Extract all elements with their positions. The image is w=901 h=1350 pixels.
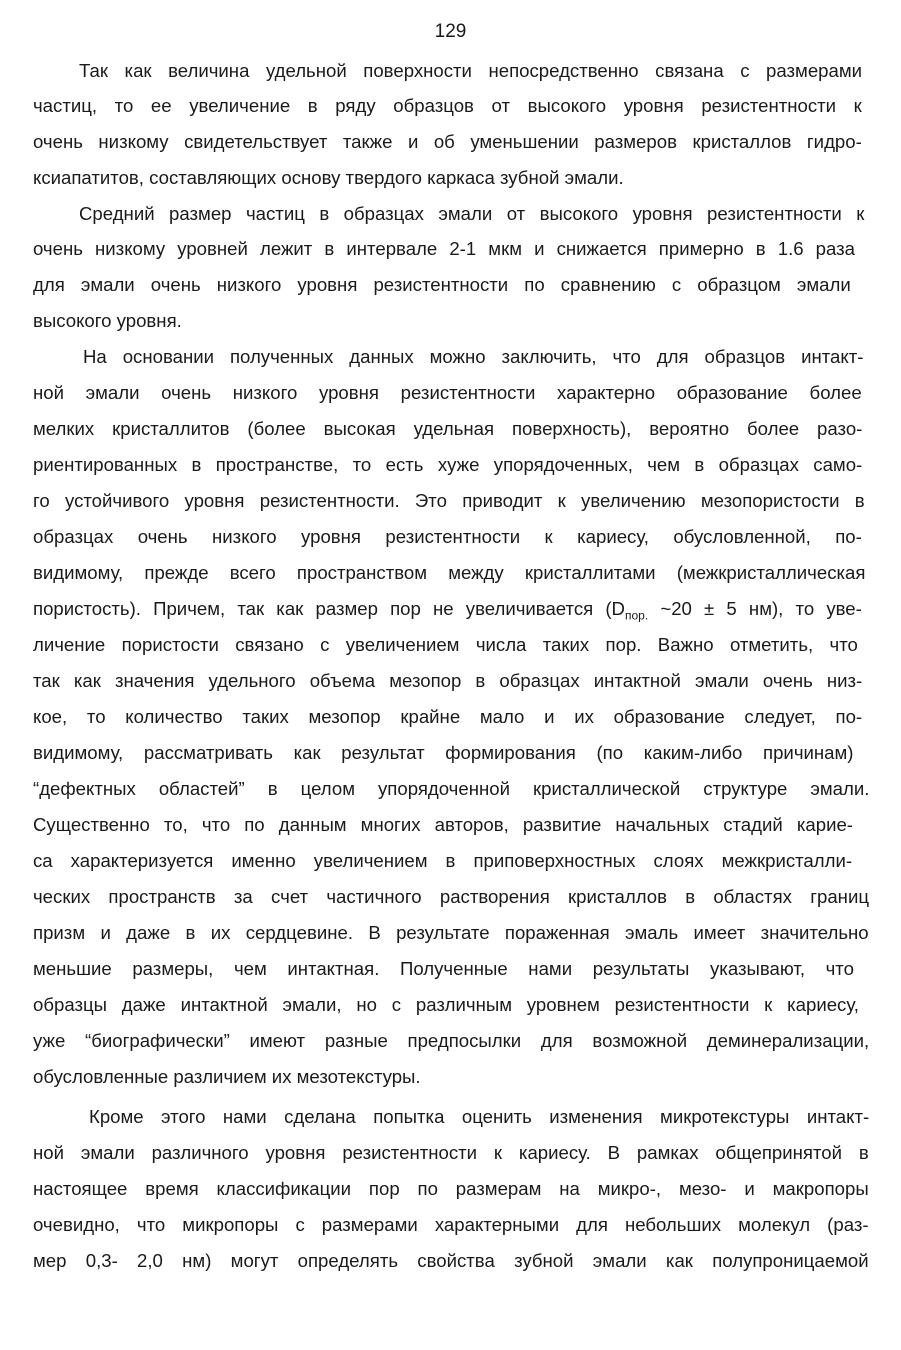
text-line (79, 59, 862, 83)
text-fragment: ~20 ± 5 нм), то уве- (648, 598, 862, 619)
text-content: высокого уровня. (33, 310, 182, 331)
text-line (33, 273, 862, 297)
text-line (33, 633, 869, 657)
text-content: для эмали очень низкого уровня резистентности по сравнению с образцом эмали (33, 274, 851, 295)
text-content: очень низкому уровней лежит в интервале 2-1 мкм и снижается примерно в 1.6 раза (33, 238, 856, 259)
subscript-pores: пор. (625, 608, 649, 623)
text-line (33, 166, 624, 190)
text-content: образцы даже интактной эмали, но с различным уровнем резистентности к кариесу, (33, 994, 859, 1015)
text-content: видимому, рассматривать как результат формирования (по каким-либо причинам) (33, 742, 854, 763)
text-line (33, 453, 862, 477)
text-content: ксиапатитов, составляющих основу твердого каркаса зубной эмали. (33, 167, 624, 188)
text-content: Существенно то, что по данным многих авторов, развитие начальных стадий карие- (33, 814, 853, 835)
text-line (33, 417, 862, 441)
text-line (33, 921, 869, 945)
text-content: Средний размер частиц в образцах эмали от высокого уровня резистентности к (79, 203, 865, 224)
text-content: частиц, то ее увеличение в ряду образцов от высокого уровня резистентности к (33, 95, 862, 116)
text-content: кое, то количество таких мезопор крайне мало и их образование следует, по- (33, 706, 863, 727)
text-content: образцах очень низкого уровня резистентности к кариесу, обусловленной, по- (33, 526, 862, 547)
text-content: ной эмали различного уровня резистентности к кариесу. В рамках общепринятой в (33, 1142, 869, 1163)
text-content: ческих пространств за счет частичного растворения кристаллов в областях границ (33, 886, 869, 907)
text-line (83, 345, 863, 369)
text-line (33, 885, 869, 909)
text-line (33, 381, 862, 405)
text-content: обусловленные различием их мезотекстуры. (33, 1066, 421, 1087)
text-line (33, 94, 862, 118)
text-content: го устойчивого уровня резистентности. Это приводит к увеличению мезопористости в (33, 490, 865, 511)
text-content: Кроме этого нами сделана попытка оценить изменения микротекстуры интакт- (89, 1106, 870, 1127)
text-line (33, 130, 862, 154)
text-content: призм и даже в их сердцевине. В результате пораженная эмаль имеет значительно (33, 922, 869, 943)
text-line (33, 237, 862, 261)
text-content: “дефектных областей” в целом упорядоченной кристаллической структуре эмали. (33, 778, 870, 799)
text-content: очевидно, что микропоры с размерами характерными для небольших молекул (раз- (33, 1214, 869, 1235)
text-content: видимому, прежде всего пространством между кристаллитами (межкристаллическая (33, 562, 866, 583)
text-line (33, 597, 862, 621)
text-content: уже “биографически” имеют разные предпосылки для возможной деминерализации, (33, 1030, 870, 1051)
text-line (33, 1029, 869, 1053)
page-number: 129 (434, 21, 467, 42)
text-content: На основании полученных данных можно заключить, что для образцов интакт- (83, 346, 864, 367)
text-line (33, 1213, 869, 1237)
text-content: мер 0,3- 2,0 нм) могут определять свойства зубной эмали как полупроницаемой (33, 1250, 869, 1271)
text-line (33, 525, 862, 549)
text-content: са характеризуется именно увеличением в приповерхностных слоях межкристалли- (33, 850, 853, 871)
text-line (33, 489, 865, 513)
text-line (33, 777, 869, 801)
text-content: мелких кристаллитов (более высокая удельная поверхность), вероятно более разо- (33, 418, 863, 439)
text-line (33, 741, 869, 765)
text-content: риентированных в пространстве, то есть хуже упорядоченных, чем в образцах само- (33, 454, 863, 475)
text-line (89, 1105, 869, 1129)
text-content: так как значения удельного объема мезопор в образцах интактной эмали очень низ- (33, 670, 863, 691)
text-content: меньшие размеры, чем интактная. Полученные нами результаты указывают, что (33, 958, 854, 979)
text-content: очень низкому свидетельствует также и об уменьшении размеров кристаллов гидро- (33, 131, 862, 152)
text-line (79, 202, 864, 226)
text-content: ной эмали очень низкого уровня резистентности характерно образование более (33, 382, 862, 403)
text-content (33, 597, 862, 621)
text-line (33, 813, 862, 837)
text-content: настоящее время классификации пор по размерам на микро-, мезо- и макропоры (33, 1178, 869, 1199)
text-line (33, 993, 869, 1017)
text-line (33, 1141, 869, 1165)
text-line (33, 849, 865, 873)
text-line (33, 1065, 421, 1089)
text-line (33, 1177, 869, 1201)
text-line (33, 309, 182, 333)
text-line (33, 669, 862, 693)
text-content: личение пористости связано с увеличением числа таких пор. Важно отметить, что (33, 634, 858, 655)
text-fragment: пористость). Причем, так как размер пор не увеличивается (D (33, 598, 625, 619)
text-content: Так как величина удельной поверхности непосредственно связана с размерами (79, 60, 863, 81)
text-line (33, 1249, 869, 1273)
text-line (33, 705, 862, 729)
text-line (33, 957, 869, 981)
text-line (33, 561, 865, 585)
